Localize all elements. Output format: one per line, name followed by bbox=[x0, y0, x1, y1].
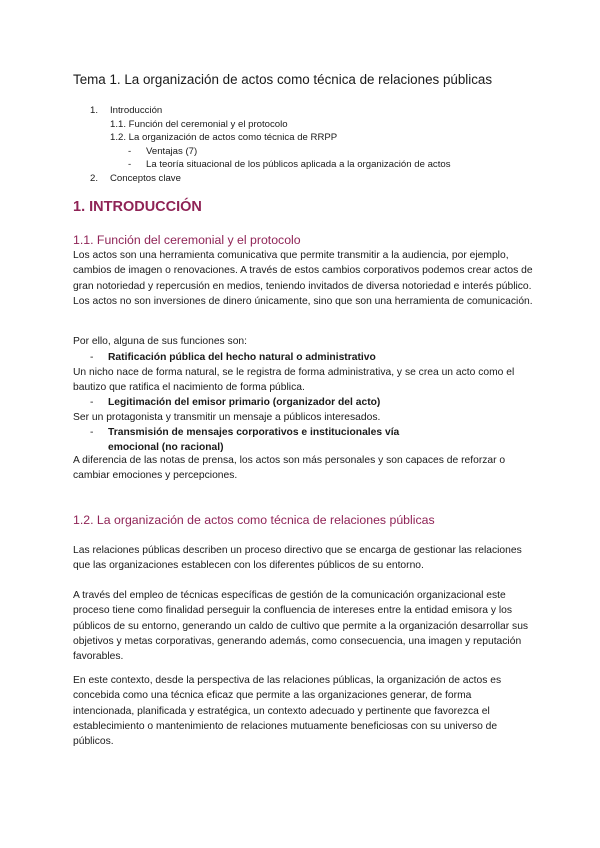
subsection-heading: 1.2. La organización de actos como técnica de relaciones públicas bbox=[73, 513, 435, 527]
paragraph: A diferencia de las notas de prensa, los actos son más personales y son capaces de reforzar o cambiar emociones y percepciones. bbox=[73, 455, 506, 482]
paragraph: Ser un protagonista y transmitir un mensaje a públicos interesados. bbox=[73, 412, 381, 423]
bullet-dash: - bbox=[90, 397, 94, 408]
paragraph: A través del empleo de técnicas específicas de gestión de la comunicación organizacional este proceso tiene como finalidad perseguir la confluencia de intereses entre la entidad emisora y los públicos de su entorno, generando un caldo de cultivo que permite a la organización desarrollar sus objetivos y metas corporativas, generando además, como consecuencia, una imagen y reputación favorables. bbox=[73, 590, 529, 663]
bullet-text: Ratificación pública del hecho natural o administrativo bbox=[108, 352, 376, 363]
document-title: Tema 1. La organización de actos como técnica de relaciones públicas bbox=[73, 72, 493, 87]
paragraph: Las relaciones públicas describen un proceso directivo que se encarga de gestionar las relaciones que las organizaciones establecen con los diferentes públicos de su entorno. bbox=[73, 545, 522, 572]
document-page: Tema 1. La organización de actos como técnica de relaciones públicas 1. Introducción 1.1. Función del ceremonial y el protocolo 1.2. La organización de actos como técnica de RRPP - Ventajas (7) - La teoría situacional de los públicos aplicada a la organización de actos 2. Conceptos clave 1. INTRODUCCIÓN 1.1. Función del ceremonial y el protocolo Los actos son una herramienta comunicativa que permite transmitir a la audiencia, por ejemplo, cambios de imagen o renovaciones. A través de estos cambios corporativos podemos crear actos de gran notoriedad y repercusión en medios, teniendo invitados de diversa notoriedad e interés público. Los actos no son inversiones de dinero únicamente, sino que son una herramienta de comunicación. Por ello, alguna de sus funciones son: - Ratificación pública del hecho natural o administrativo Un nicho nace de forma natural, se le registra de forma administrativa, y se crea un acto como el bautizo que ratifica el nacimiento de forma pública. - Legitimación del emisor primario (organizador del acto) Ser un protagonista y transmitir un mensaje a públicos interesados. - Transmisión de mensajes corporativos e institucionales vía emocional (no racional) A diferencia de las notas de prensa, los actos son más personales y son capaces de reforzar o cambiar emociones y percepciones. 1.2. La organización de actos como técnica de relaciones públicas Las relaciones públicas describen un proceso directivo que se encarga de gestionar las relaciones que las organizaciones establecen con los diferentes públicos de su entorno. A través del empleo de técnicas específicas de gestión de la comunicación organizacional este proceso tiene como finalidad perseguir la confluencia de intereses entre la entidad emisora y los públicos de su entorno, generando un caldo de cultivo que permite a la organización desarrollar sus objetivos y metas corporativas, generando además, como consecuencia, una imagen y reputación favorables. En este contexto, desde la perspectiva de las relaciones públicas, la organización de actos es concebida como una técnica eficaz que permite a las organizaciones generar, de forma intencionada, planificada y estratégica, un contexto adecuado y pertinente que favorezca el establecimiento o mantenimiento de relaciones mutuamente beneficiosas con su universo de públicos. bbox=[0, 0, 600, 848]
subsection-heading: 1.1. Función del ceremonial y el protocolo bbox=[73, 233, 301, 247]
paragraph: Por ello, alguna de sus funciones son: bbox=[73, 336, 248, 347]
bullet-dash: - bbox=[90, 427, 94, 438]
paragraph: Un nicho nace de forma natural, se le registra de forma administrativa, y se crea un acto como el bautizo que ratifica el nacimiento de forma pública. bbox=[73, 367, 515, 394]
paragraph: En este contexto, desde la perspectiva de las relaciones públicas, la organización de actos es concebida como una técnica eficaz que permite a las organizaciones generar, de forma intencionada, planificada y estratégica, un contexto adecuado y pertinente que favorezca el establecimiento o mantenimiento de relaciones mutuamente beneficiosas con su universo de públicos. bbox=[73, 675, 502, 748]
bullet-text: Transmisión de mensajes corporativos e institucionales vía emocional (no racional) bbox=[108, 427, 400, 454]
section-heading: 1. INTRODUCCIÓN bbox=[73, 199, 202, 215]
bullet-dash: - bbox=[90, 352, 94, 363]
paragraph: Los actos son una herramienta comunicativa que permite transmitir a la audiencia, por ejemplo, cambios de imagen o renovaciones. A través de estos cambios corporativos podemos crear actos de gran notoriedad y repercusión en medios, teniendo invitados de diversa notoriedad e interés público. Los actos no son inversiones de dinero únicamente, sino que son una herramienta de comunicación. bbox=[73, 250, 533, 307]
bullet-text: Legitimación del emisor primario (organizador del acto) bbox=[108, 397, 381, 408]
